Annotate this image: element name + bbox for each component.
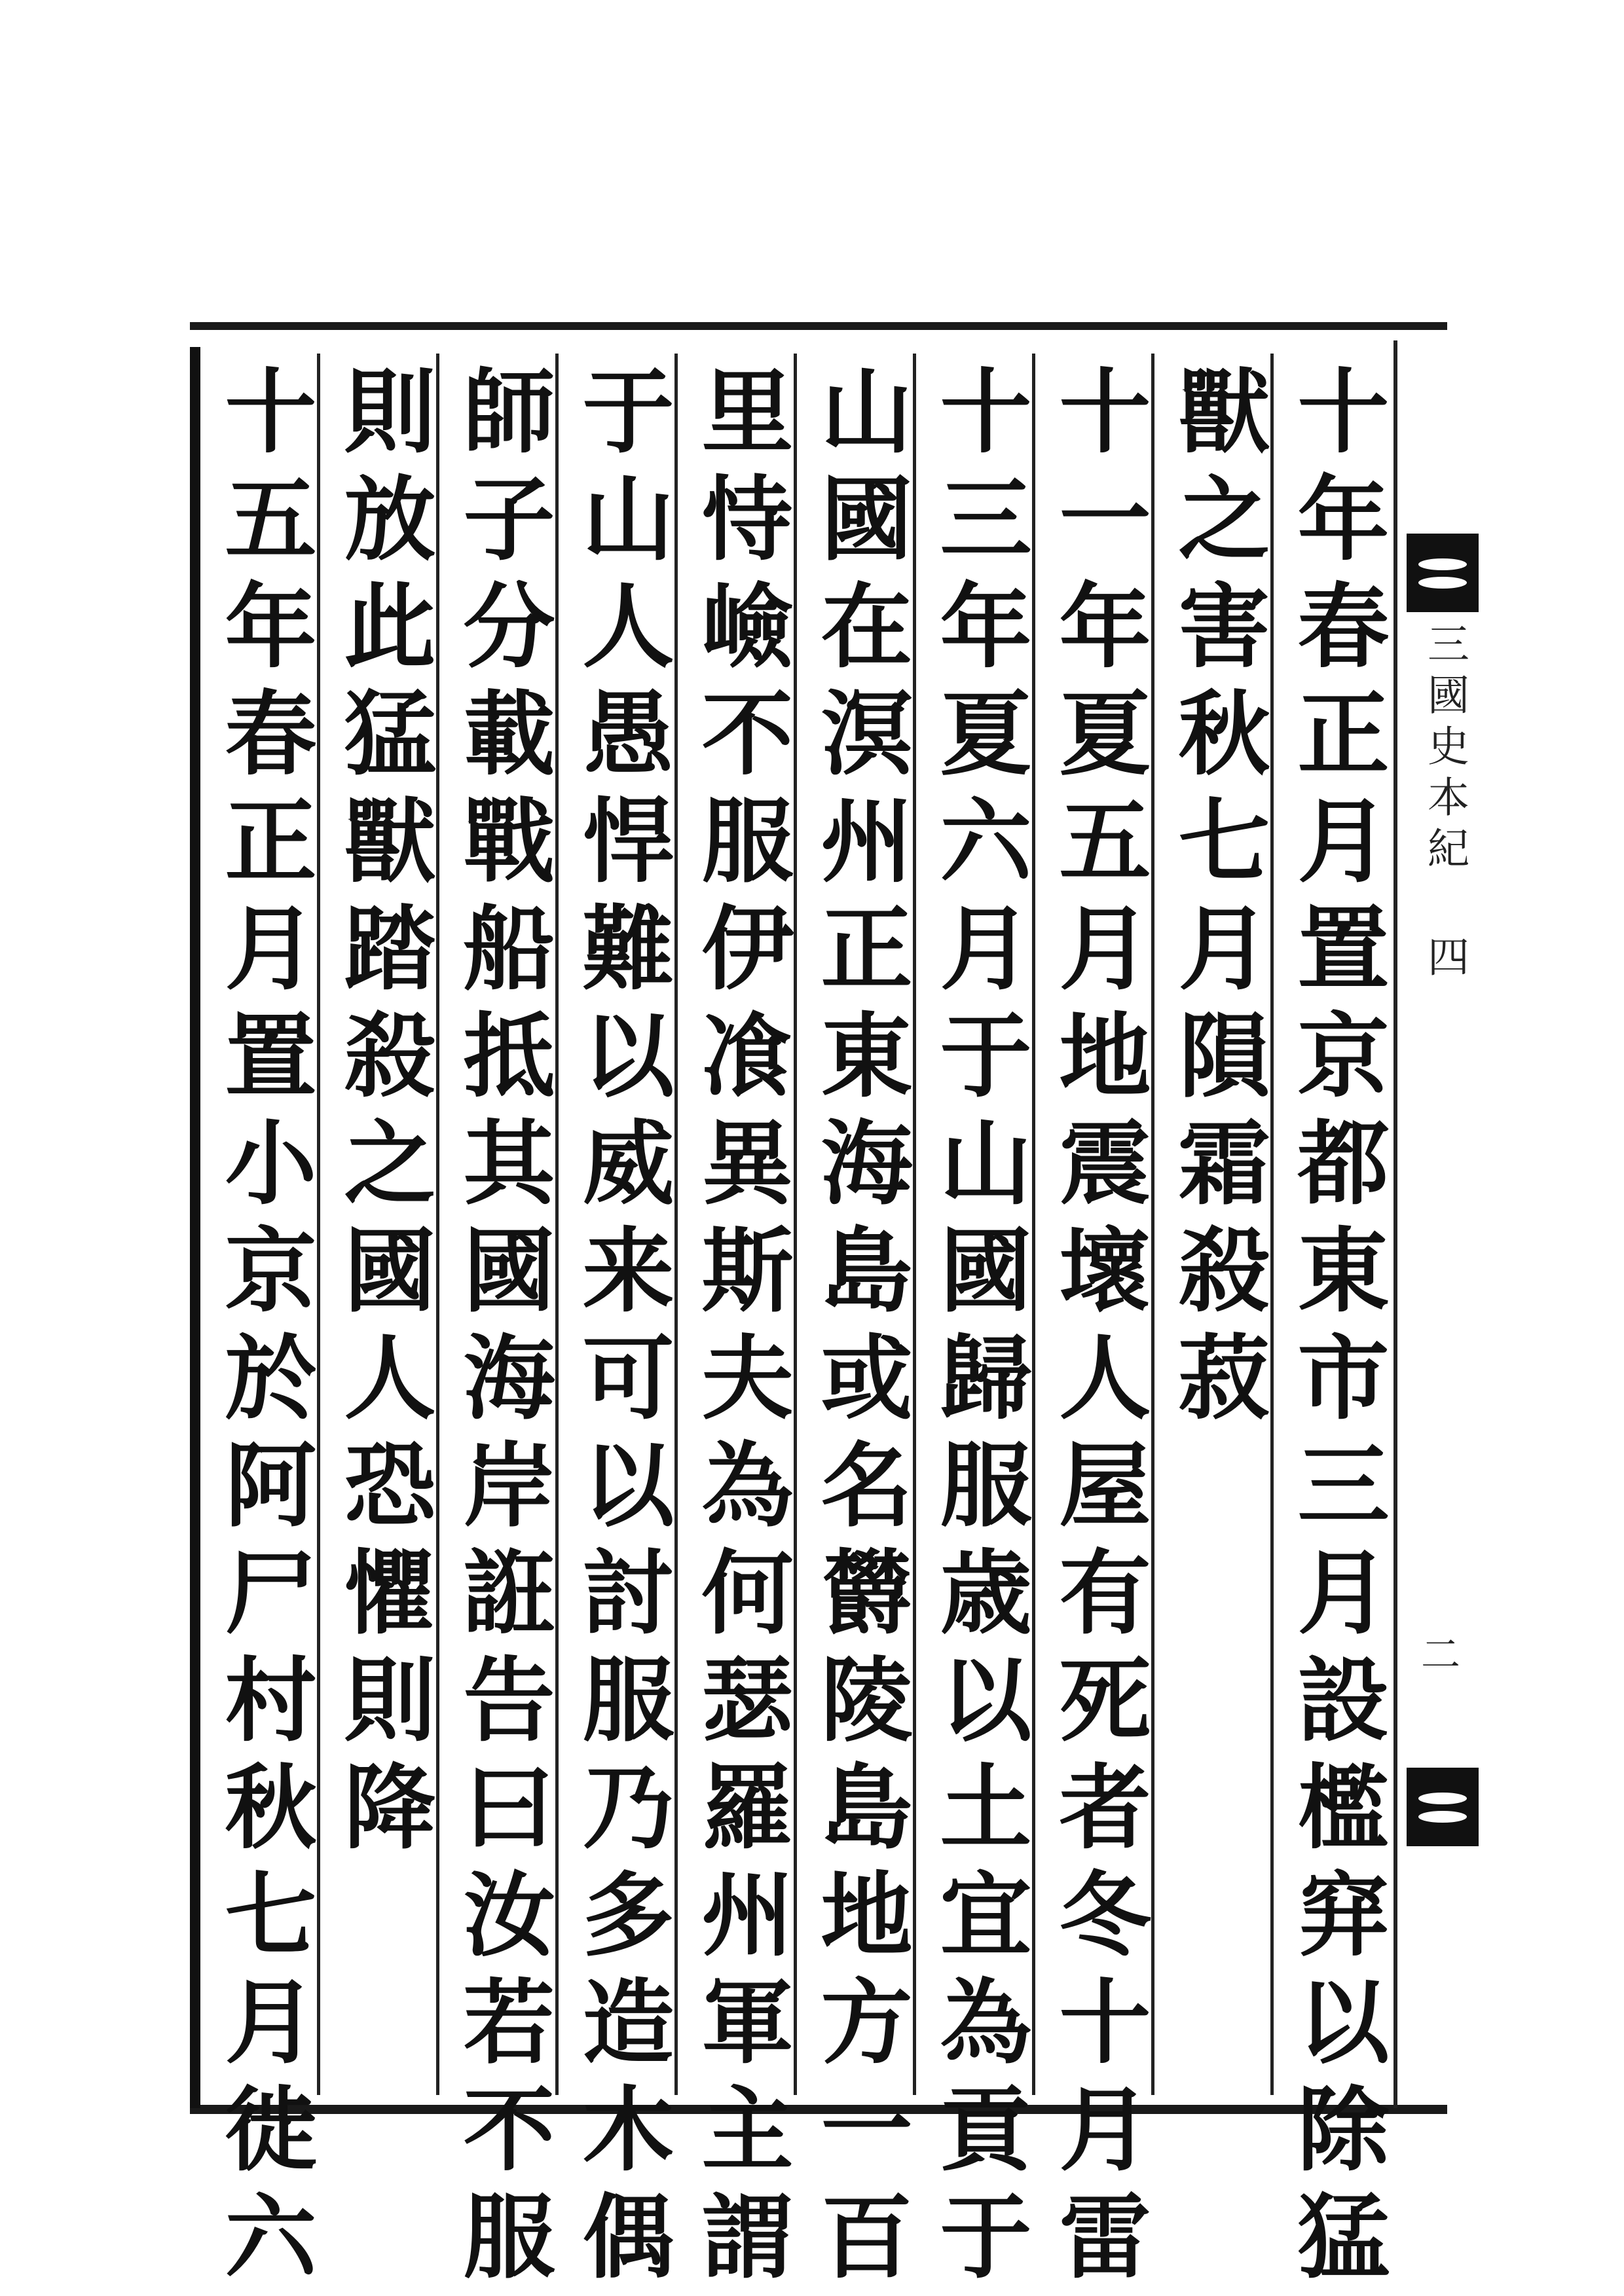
frame-top-border [190, 322, 1447, 330]
text-column-6: 里恃嶮不服伊飡異斯夫為何瑟羅州軍主謂 [686, 363, 794, 2296]
frame-left-border [190, 347, 200, 2108]
text-column-9: 則放此猛獸踏殺之國人恐懼則降 [329, 363, 436, 1867]
text-column-3: 十一年夏五月地震壞人屋有死者冬十月雷 [1044, 363, 1151, 2296]
margin-book-title: 三國史本紀 四 [1420, 622, 1469, 986]
fishtail-ornament-bottom [1407, 1768, 1479, 1846]
text-column-5: 山國在溟州正東海島或名欝陵島地方一百 [805, 363, 913, 2296]
text-column-7: 于山人愚悍難以威来可以討服乃多造木偶 [567, 363, 674, 2296]
text-column-10: 十五年春正月置小京於阿尸村秋七月徙六 [210, 363, 317, 2296]
text-column-8: 師子分載戰船抵其國海岸誑告曰汝若不服 [448, 363, 555, 2296]
fishtail-ornament-top [1407, 534, 1479, 612]
text-column-2: 獸之害秋七月隕霜殺菽 [1163, 363, 1270, 1437]
text-column-4: 十三年夏六月于山國歸服歳以土宜為貢于 [925, 363, 1032, 2296]
margin-page-number: 二 [1421, 1632, 1460, 1678]
text-column-1: 十年春正月置京都東市三月設檻穽以除猛 [1282, 363, 1390, 2296]
